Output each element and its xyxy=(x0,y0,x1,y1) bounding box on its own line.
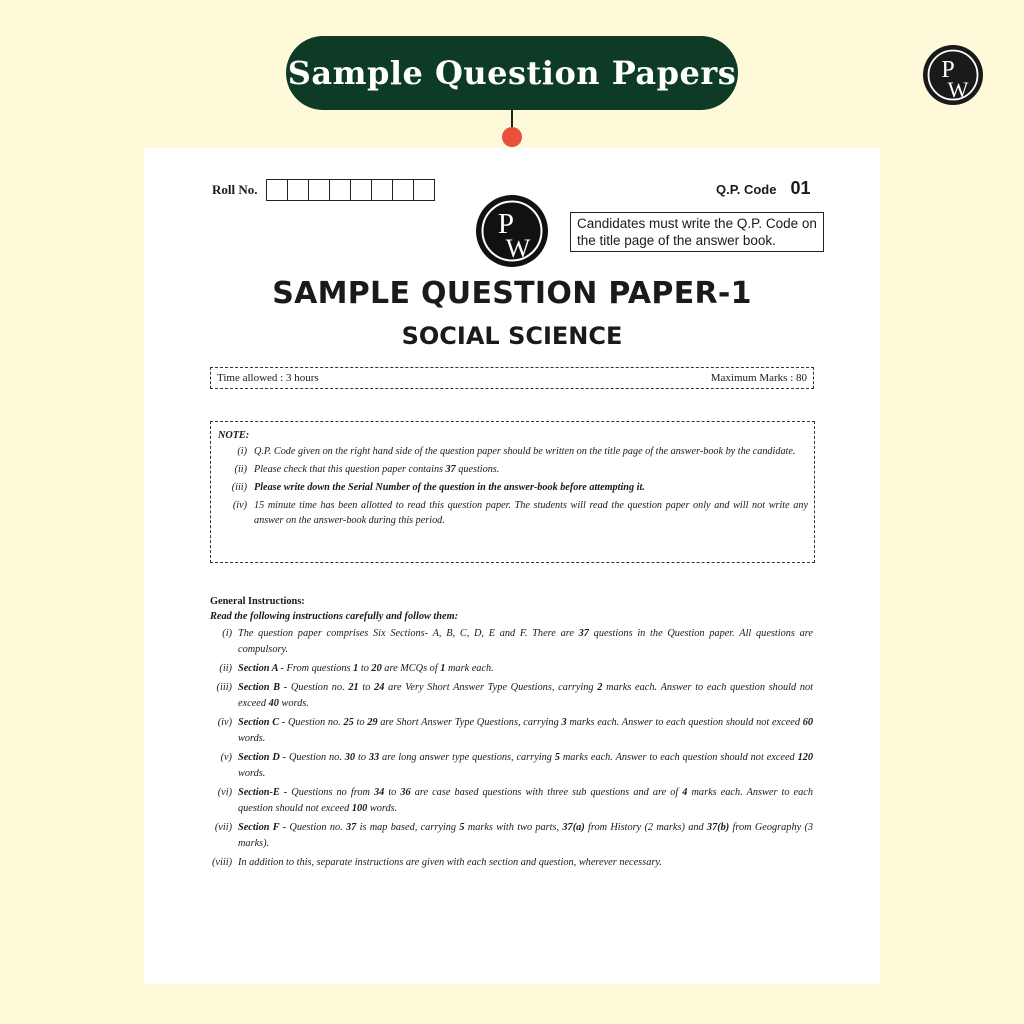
item-text: Section B - Question no. 21 to 24 are Very Short Answer Type Questions, carrying 2 marks each. Answer to each question should not exceed 40 words. xyxy=(238,682,814,709)
item-number: (i) xyxy=(222,628,232,639)
item-number: (v) xyxy=(220,752,232,763)
list-item xyxy=(210,680,813,712)
roll-number-boxes xyxy=(266,179,435,201)
item-text: Section D - Question no. 30 to 33 are long answer type questions, carrying 5 marks each. Answer to each question should not exceed 120 words. xyxy=(238,752,814,779)
roll-number xyxy=(212,179,435,201)
item-text: Section F - Question no. 37 is map based, carrying 5 marks with two parts, 37(a) from History (2 marks) and 37(b) from Geography (3 marks). xyxy=(238,822,814,849)
roll-digit-box[interactable] xyxy=(393,180,414,200)
logo-letter-top: P xyxy=(941,57,955,83)
logo-letter-bottom: W xyxy=(947,77,969,102)
item-text: Please check that this question paper contains 37 questions. xyxy=(254,464,500,475)
roll-digit-box[interactable] xyxy=(414,180,434,200)
item-text: Section-E - Questions no from 34 to 36 are case based questions with three sub questions and are of 4 marks each. Answer to each question should not exceed 100 words. xyxy=(238,787,813,814)
candidate-note: Candidates must write the Q.P. Code on the title page of the answer book. xyxy=(570,212,824,252)
qp-code-label: Q.P. Code xyxy=(716,182,777,197)
item-number: (ii) xyxy=(234,464,247,475)
item-text: In addition to this, separate instructions are given with each section and question, wherever necessary. xyxy=(238,857,662,868)
item-number: (iii) xyxy=(231,482,247,493)
roll-label: Roll No. xyxy=(212,182,258,197)
list-item xyxy=(210,715,813,747)
question-paper xyxy=(144,148,880,984)
item-number: (vii) xyxy=(214,822,232,833)
roll-digit-box[interactable] xyxy=(351,180,372,200)
roll-digit-box[interactable] xyxy=(267,180,288,200)
item-number: (iv) xyxy=(217,717,232,728)
note-list xyxy=(218,444,808,528)
paper-subtitle: SOCIAL SCIENCE xyxy=(401,322,623,350)
item-number: (ii) xyxy=(219,663,232,674)
time-allowed: Time allowed : 3 hours xyxy=(217,372,319,384)
item-text: Section C - Question no. 25 to 29 are Short Answer Type Questions, carrying 3 marks each. Answer to each question should not exceed 60 words. xyxy=(238,717,814,744)
item-text: The question paper comprises Six Sections- A, B, C, D, E and F. There are 37 questions in the Question paper. All questions are compulsory. xyxy=(238,628,813,655)
item-number: (viii) xyxy=(211,857,232,868)
roll-digit-box[interactable] xyxy=(330,180,351,200)
item-text: Section A - From questions 1 to 20 are MCQs of 1 mark each. xyxy=(238,663,494,674)
maximum-marks: Maximum Marks : 80 xyxy=(710,372,807,384)
note-heading: NOTE: xyxy=(218,430,250,441)
general-instructions-heading: General Instructions: xyxy=(210,596,305,607)
list-item xyxy=(218,444,808,459)
general-instructions xyxy=(210,596,813,874)
pin-dot xyxy=(502,127,522,147)
item-text: Please write down the Serial Number of the question in the answer-book before attempting it. xyxy=(254,482,645,493)
item-text: Q.P. Code given on the right hand side of the question paper should be written on the title page of the answer-book by the candidate. xyxy=(254,446,796,457)
time-marks-bar xyxy=(210,367,814,389)
list-item xyxy=(210,750,813,782)
roll-digit-box[interactable] xyxy=(309,180,330,200)
roll-digit-box[interactable] xyxy=(372,180,393,200)
note-box xyxy=(210,421,815,563)
list-item xyxy=(210,661,813,677)
pw-logo-icon xyxy=(922,44,984,106)
general-instructions-intro: Read the following instructions carefully and follow them: xyxy=(210,611,459,622)
general-instructions-list xyxy=(210,626,813,871)
item-number: (vi) xyxy=(217,787,232,798)
logo-letter-bottom: W xyxy=(505,234,531,263)
banner-title: Sample Question Papers xyxy=(286,36,738,110)
list-item xyxy=(218,462,808,477)
item-number: (iii) xyxy=(216,682,232,693)
list-item xyxy=(218,480,808,495)
list-item xyxy=(210,626,813,658)
list-item xyxy=(210,855,813,871)
item-text: 15 minute time has been allotted to read this question paper. The students will read the question paper only and will not write any answer on the answer-book during this period. xyxy=(254,500,808,526)
qp-code-value: 01 xyxy=(790,178,811,198)
item-number: (i) xyxy=(237,446,247,457)
list-item xyxy=(218,498,808,528)
qp-code xyxy=(716,178,810,199)
logo-letter-top: P xyxy=(497,208,515,240)
item-number: (iv) xyxy=(232,500,247,511)
list-item xyxy=(210,820,813,852)
list-item xyxy=(210,785,813,817)
paper-title: SAMPLE QUESTION PAPER-1 xyxy=(272,276,752,311)
roll-digit-box[interactable] xyxy=(288,180,309,200)
pw-logo-icon xyxy=(475,194,549,268)
